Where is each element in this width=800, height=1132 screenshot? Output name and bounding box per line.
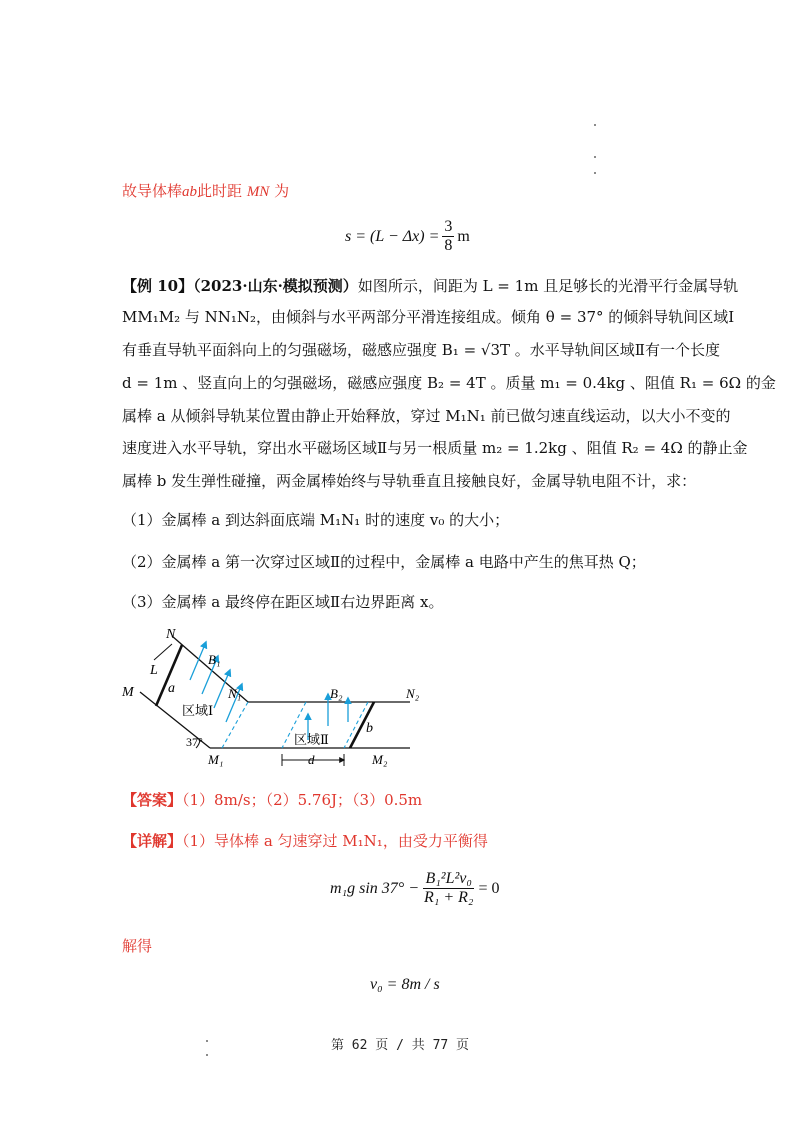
label-d: d — [308, 752, 315, 767]
label-b2: B₂ — [330, 686, 343, 701]
example-text: MM₁M₂ 与 NN₁N₂，由倾斜与水平两部分平滑连接组成。倾角 θ = 37° 的倾斜导轨间区域Ⅰ — [122, 308, 735, 326]
solution-intro-text: （1）导体棒 a 匀速穿过 M₁N₁，由受力平衡得 — [182, 832, 488, 850]
formula-s-den: 8 — [444, 237, 453, 254]
label-b: b — [366, 721, 373, 736]
equation-rhs: = 0 — [478, 879, 500, 897]
balance-equation — [330, 870, 499, 907]
example-line-2 — [122, 340, 720, 360]
formula-s-num: 3 — [444, 218, 453, 235]
conclusion-mid: 此时距 — [197, 182, 243, 200]
label-b1: B₁ — [208, 652, 221, 667]
solve-label-text: 解得 — [122, 937, 153, 955]
example-tag: 【例 10】 — [122, 277, 194, 295]
label-a: a — [168, 681, 175, 696]
scan-dot — [594, 156, 596, 158]
question-2 — [122, 552, 646, 572]
result-text: v₀ = 8m / s — [370, 976, 440, 993]
example-line-6 — [122, 471, 696, 491]
equation-fraction — [422, 870, 475, 907]
equation-den: R₁ + R₂ — [423, 889, 474, 906]
example-text: 速度进入水平导轨，穿出水平磁场区域Ⅱ与另一根质量 m₂ = 1.2kg 、阻值 R₂ = 4Ω 的静止金 — [122, 439, 748, 457]
question-text: （1）金属棒 a 到达斜面底端 M₁N₁ 时的速度 v₀ 的大小； — [122, 511, 510, 529]
page-number: 第 62 页 / 共 77 页 — [330, 1038, 470, 1053]
example-text: 如图所示，间距为 L = 1m 且足够长的光滑平行金属导轨 — [357, 277, 739, 295]
solution-intro — [122, 831, 488, 851]
equation-num: B₁²L²v₀ — [425, 870, 472, 887]
example-text: 属棒 a 从倾斜导轨某位置由静止开始释放，穿过 M₁N₁ 前已做匀速直线运动，以大小不变的 — [122, 407, 731, 425]
line-mn: MN — [246, 184, 270, 200]
label-m: M — [122, 685, 134, 700]
label-region1: 区域Ⅰ — [182, 703, 214, 718]
label-m1: M₁ — [208, 752, 224, 767]
formula-s-fraction — [442, 218, 454, 255]
label-l: L — [150, 663, 158, 678]
answer-line — [122, 790, 422, 810]
solve-label — [122, 936, 152, 956]
rod-ab: ab — [182, 184, 198, 200]
example-line-5 — [122, 438, 748, 458]
example-line-4 — [122, 406, 731, 426]
solution-tag: 【详解】 — [122, 832, 183, 850]
answer-text: （1）8m/s；（2）5.76J；（3）0.5m — [182, 791, 423, 809]
rail-figure — [110, 622, 430, 772]
example-source: （2023·山东·模拟预测） — [193, 277, 358, 295]
label-n: N — [166, 627, 176, 642]
example-text: 属棒 b 发生弹性碰撞，两金属棒始终与导轨垂直且接触良好，金属导轨电阻不计，求： — [122, 472, 697, 490]
formula-s-unit: m — [457, 227, 470, 245]
label-region2: 区域Ⅱ — [294, 732, 329, 747]
question-3 — [122, 592, 443, 612]
result-equation — [370, 976, 440, 994]
equation-lhs: m₁g sin 37° − — [330, 879, 419, 897]
b1-arrow — [190, 642, 206, 680]
scan-dot — [594, 124, 596, 126]
label-n2: N₂ — [406, 686, 420, 701]
scan-dot — [594, 172, 596, 174]
region1-boundary — [222, 702, 248, 748]
answer-tag: 【答案】 — [122, 791, 183, 809]
label-m2: M₂ — [372, 752, 388, 767]
example-text: 有垂直导轨平面斜向上的匀强磁场，磁感应强度 B₁ = √3T 。水平导轨间区域Ⅱ有一个长度 — [122, 341, 720, 359]
scan-dot — [206, 1054, 208, 1056]
formula-s — [345, 218, 470, 255]
question-text: （3）金属棒 a 最终停在距区域Ⅱ右边界距离 x。 — [122, 593, 444, 611]
label-n1: N₁ — [228, 686, 242, 701]
dimension-l — [154, 644, 172, 660]
conclusion-line — [122, 181, 289, 202]
question-1 — [122, 510, 509, 530]
example-line-1 — [122, 307, 734, 327]
question-text: （2）金属棒 a 第一次穿过区域Ⅱ的过程中，金属棒 a 电路中产生的焦耳热 Q； — [122, 553, 646, 571]
conclusion-lead: 故导体棒 — [122, 182, 183, 200]
example-line-3 — [122, 373, 776, 393]
conclusion-tail: 为 — [274, 182, 290, 200]
example-line-0 — [122, 276, 738, 296]
example-text: d = 1m 、竖直向上的匀强磁场，磁感应强度 B₂ = 4T 。质量 m₁ = 0.4kg 、阻值 R₁ = 6Ω 的金 — [122, 374, 776, 392]
page-footer — [0, 1034, 800, 1053]
formula-s-lhs: s = (L − Δx) = — [345, 227, 440, 245]
label-angle: 37° — [186, 735, 203, 749]
